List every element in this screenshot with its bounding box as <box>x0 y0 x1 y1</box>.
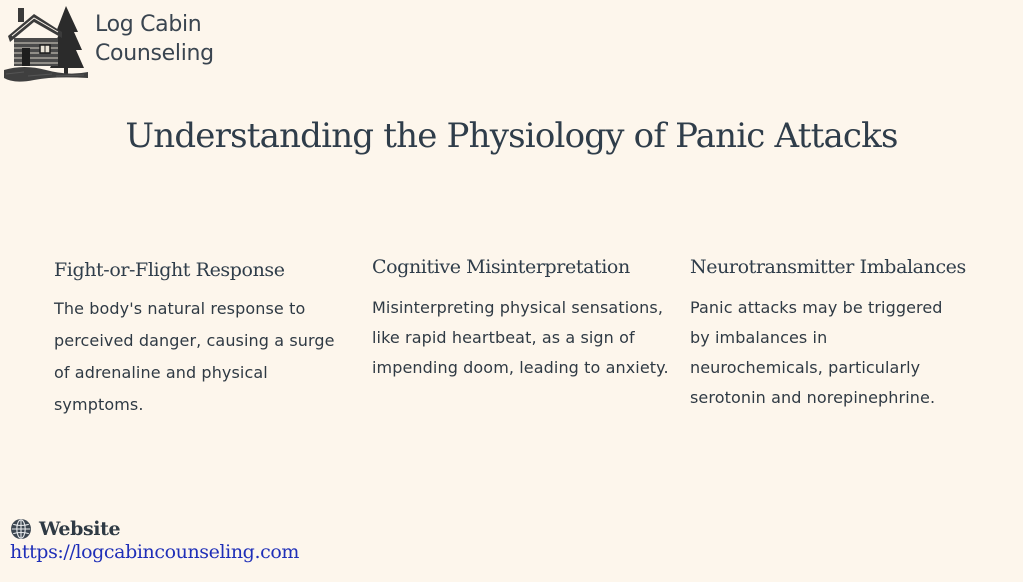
globe-icon <box>10 518 32 540</box>
column-heading: Neurotransmitter Imbalances <box>690 256 966 278</box>
column-fight-or-flight <box>54 256 354 421</box>
brand-name-line2: Counseling <box>95 41 214 66</box>
page-title: Understanding the Physiology of Panic Attacks <box>125 116 898 156</box>
column-cognitive-misinterpretation <box>372 256 682 383</box>
column-body: Misinterpreting physical sensations, like rapid heartbeat, as a sign of impending doom, leading to anxiety. <box>372 298 669 377</box>
website-label-row <box>10 518 299 540</box>
column-heading: Cognitive Misinterpretation <box>372 256 630 278</box>
column-body: The body's natural response to perceived danger, causing a surge of adrenaline and physical symptoms. <box>54 299 335 414</box>
log-cabin-logo <box>4 2 88 82</box>
footer-website <box>10 518 299 563</box>
website-link[interactable]: https://logcabincounseling.com <box>10 541 299 563</box>
column-heading: Fight-or-Flight Response <box>54 259 285 281</box>
website-label: Website <box>39 518 121 540</box>
column-body: Panic attacks may be triggered by imbalances in neurochemicals, particularly serotonin and norepinephrine. <box>690 298 943 407</box>
column-neurotransmitter-imbalances <box>690 256 990 413</box>
brand-name-line1: Log Cabin <box>95 12 202 37</box>
brand-name <box>95 10 214 68</box>
